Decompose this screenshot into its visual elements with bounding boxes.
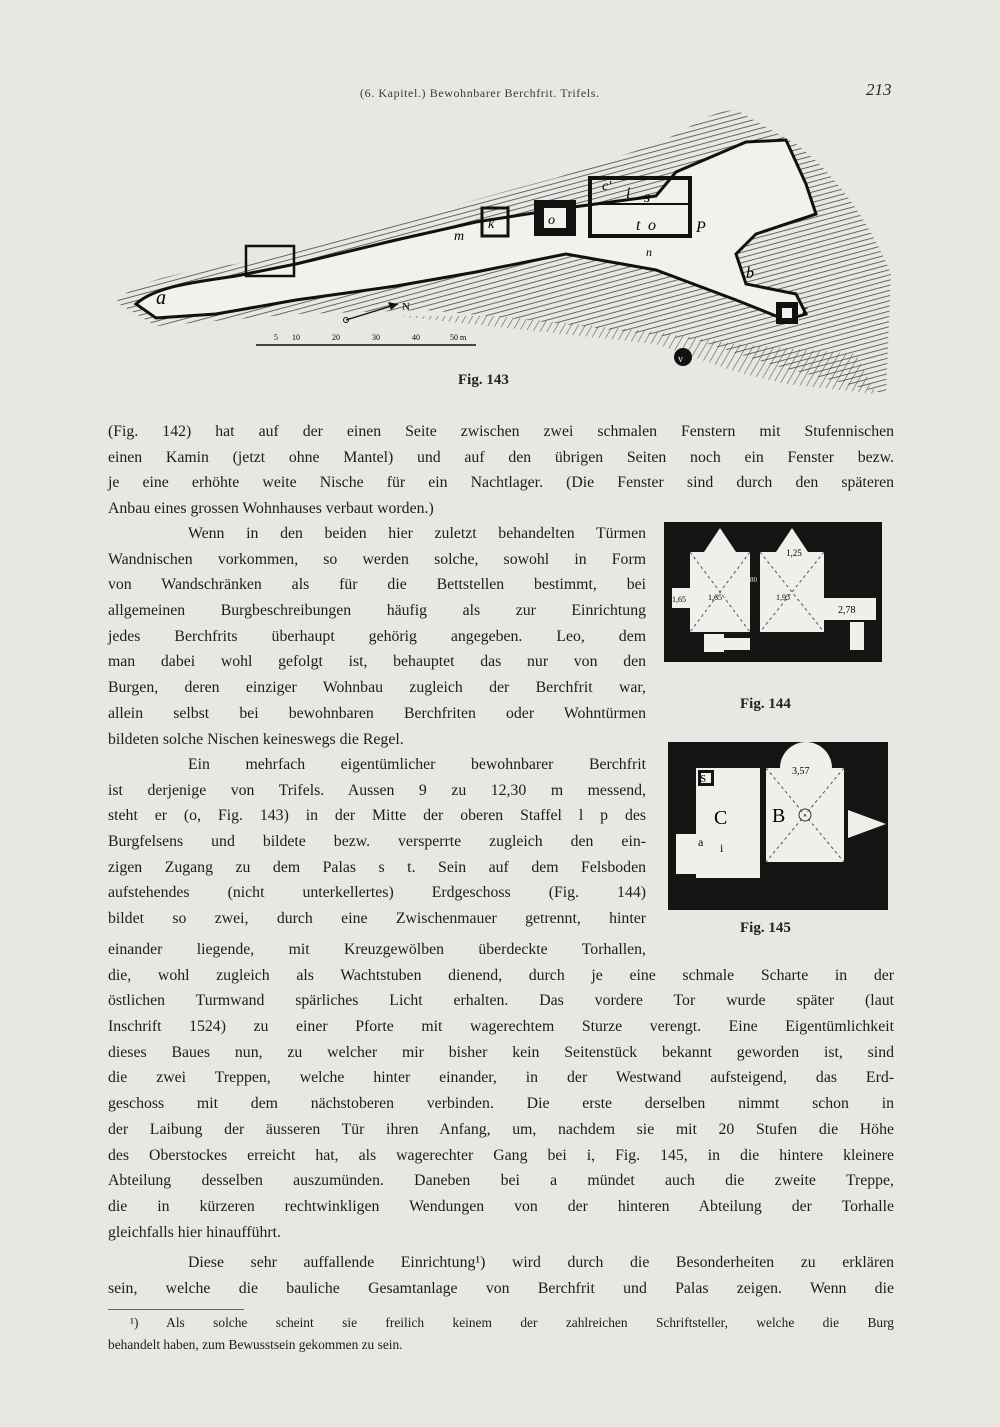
figure-144-caption: Fig. 144 <box>740 696 791 712</box>
footnote <box>108 1312 894 1356</box>
dim-label: 3,57 <box>792 766 810 777</box>
figure-143-caption: Fig. 143 <box>458 372 509 388</box>
north-label: N <box>402 301 410 313</box>
dim-label: 1,95 <box>776 593 790 602</box>
label-s: s <box>644 189 651 206</box>
scale-tick: 30 <box>372 333 380 342</box>
label-b: b <box>746 265 754 282</box>
text-line: je eine erhöhte weite Nische für ein Nachtlager. (Die Fenster sind durch den späteren <box>108 474 894 492</box>
text-line: Burgfelsens und bildete bezw. versperrte zugleich den ein- <box>108 833 646 851</box>
scale-tick: 20 <box>332 333 340 342</box>
text-line: sein, welche die bauliche Gesamtanlage von Berchfrit und Palas zeigen. Wenn die <box>108 1279 894 1297</box>
text-line: jedes Berchfrits überhaupt gehörig angegeben. Leo, dem <box>108 627 646 645</box>
label-n: n <box>646 245 652 259</box>
paragraph-4 <box>108 1250 894 1301</box>
label-k: k <box>488 217 495 232</box>
label-a: a <box>698 835 704 849</box>
label-i: i <box>626 185 631 202</box>
text-line: Wandnischen vorkommen, so werden solche, sowohl in Form <box>108 550 646 568</box>
text-line: einander liegende, mit Kreuzgewölben überdeckte Torhallen, <box>108 941 646 958</box>
paragraph-1 <box>108 419 894 522</box>
running-head: (6. Kapitel.) Bewohnbarer Berchfrit. Trifels. <box>360 86 600 100</box>
text-line: Inschrift 1524) zu einer Pforte mit wagerechtem Sturze verengt. Eine Eigentümlichkeit <box>108 1018 894 1036</box>
scale-tick: 50 m <box>450 333 467 342</box>
page-number: 213 <box>866 80 892 99</box>
text-line: geschoss mit dem nächstoberen verbinden. Die erste derselben nimmt schon in <box>108 1095 894 1113</box>
scale-tick: 10 <box>292 333 300 342</box>
well-v <box>674 348 692 366</box>
text-line: bildet so zwei, durch eine Zwischenmauer getrennt, hinter <box>108 910 646 928</box>
text-line: Diese sehr auffallende Einrichtung¹) wird durch die Besonderheiten zu erklären <box>188 1254 894 1271</box>
text-line: Wenn in den beiden hier zuletzt behandelten Türmen <box>188 525 646 542</box>
figure-145-caption: Fig. 145 <box>740 920 791 936</box>
label-r: r <box>802 303 808 318</box>
text-line: dieses Baues nun, zu welcher mir bisher kein Seitenstück bekannt geworden ist, sind <box>108 1043 894 1061</box>
text-line: die zwei Treppen, welche hinter einander, in der Westwand aufsteigend, das Erd- <box>108 1069 894 1087</box>
dim-label: 1,25 <box>786 548 802 558</box>
figure-144-floor-plan <box>664 522 882 662</box>
text-line: gleichfalls hier hinaufführt. <box>108 1223 281 1241</box>
text-line: bildeten solche Nischen keineswegs die Regel. <box>108 730 404 748</box>
text-line: (Fig. 142) hat auf der einen Seite zwischen zwei schmalen Fenstern mit Stufennischen <box>108 423 894 440</box>
scale-tick: 5 <box>274 333 278 342</box>
label-a: a <box>156 287 166 309</box>
text-line: östlichen Turmwand spärliches Licht erhalten. Das vordere Tor wurde später (laut <box>108 992 894 1010</box>
text-line: man dabei wohl gefolgt ist, behauptet das nur von den <box>108 653 646 671</box>
dim-label: 1,65 <box>708 593 722 602</box>
paragraph-3 <box>108 752 646 932</box>
text-line: der Laibung der äusseren Tür ihren Anfang, um, nachdem sie mit 20 Stufen die Höhe <box>108 1120 894 1138</box>
text-line: aufstehendes (nicht unterkellertes) Erdgeschoss (Fig. 144) <box>108 884 646 902</box>
dim-label: 80 <box>750 576 757 584</box>
dim-label: 1,65 <box>672 595 686 604</box>
text-line: die, wohl zugleich als Wachtstuben dienend, durch je eine schmale Scharte in der <box>108 966 894 984</box>
dim-label: 2,78 <box>838 605 856 616</box>
text-line: die in kürzeren rechtwinkligen Wendungen von der hinteren Abteilung der Torhalle <box>108 1197 894 1215</box>
paragraph-2 <box>108 521 646 752</box>
text-line: des Oberstockes erreicht hat, als wagerechter Gang bei i, Fig. 145, in die hintere kleinere <box>108 1146 894 1164</box>
footnote-line: ¹) Als solche scheint sie freilich keinem der zahlreichen Schriftsteller, welche die Burg <box>130 1315 894 1330</box>
text-line: Ein mehrfach eigentümlicher bewohnbarer Berchfrit <box>188 756 646 773</box>
text-line: allgemeinen Burgbeschreibungen häufig als zur Einrichtung <box>108 602 646 620</box>
text-line: ist derjenige von Trifels. Aussen 9 zu 12,30 m messend, <box>108 781 646 799</box>
text-line: allein selbst bei bewohnbaren Berchfriten oder Wohntürmen <box>108 704 646 722</box>
text-line: von Wandschränken als für die Bettstellen bestimmt, bei <box>108 576 646 594</box>
figure-145-floor-plan <box>668 742 888 910</box>
label-o2: o <box>648 217 656 234</box>
text-line: einen Kamin (jetzt ohne Mantel) und auf den übrigen Seiten noch ein Fenster bezw. <box>108 448 894 466</box>
text-line: zigen Zugang zu dem Palas s t. Sein auf dem Felsboden <box>108 858 646 876</box>
label-t: t <box>636 217 641 234</box>
figure-143-site-plan <box>96 104 896 400</box>
label-o: o <box>548 213 555 228</box>
label-i: i <box>720 841 724 855</box>
label-c-prime: c' <box>602 179 612 194</box>
label-b: B <box>772 805 786 827</box>
scale-tick: 40 <box>412 333 420 342</box>
text-line: Burgen, deren einziger Wohnbau zugleich der Berchfrit war, <box>108 679 646 697</box>
label-m: m <box>454 229 465 244</box>
paragraph-3-continued <box>108 937 894 1245</box>
footnote-divider <box>108 1309 244 1310</box>
label-c: C <box>714 807 728 829</box>
text-line: Anbau eines grossen Wohnhauses verbaut worden.) <box>108 500 434 518</box>
text-line: Abteilung desselben auszumünden. Daneben bei a mündet auch die zweite Treppe, <box>108 1172 894 1190</box>
footnote-line: behandelt haben, zum Bewusstsein gekommen zu sein. <box>108 1337 403 1352</box>
label-p: P <box>696 219 706 236</box>
label-s: S <box>700 773 707 785</box>
text-line: steht er (o, Fig. 143) in der Mitte der oberen Staffel l p des <box>108 807 646 825</box>
label-v: v <box>678 354 683 365</box>
